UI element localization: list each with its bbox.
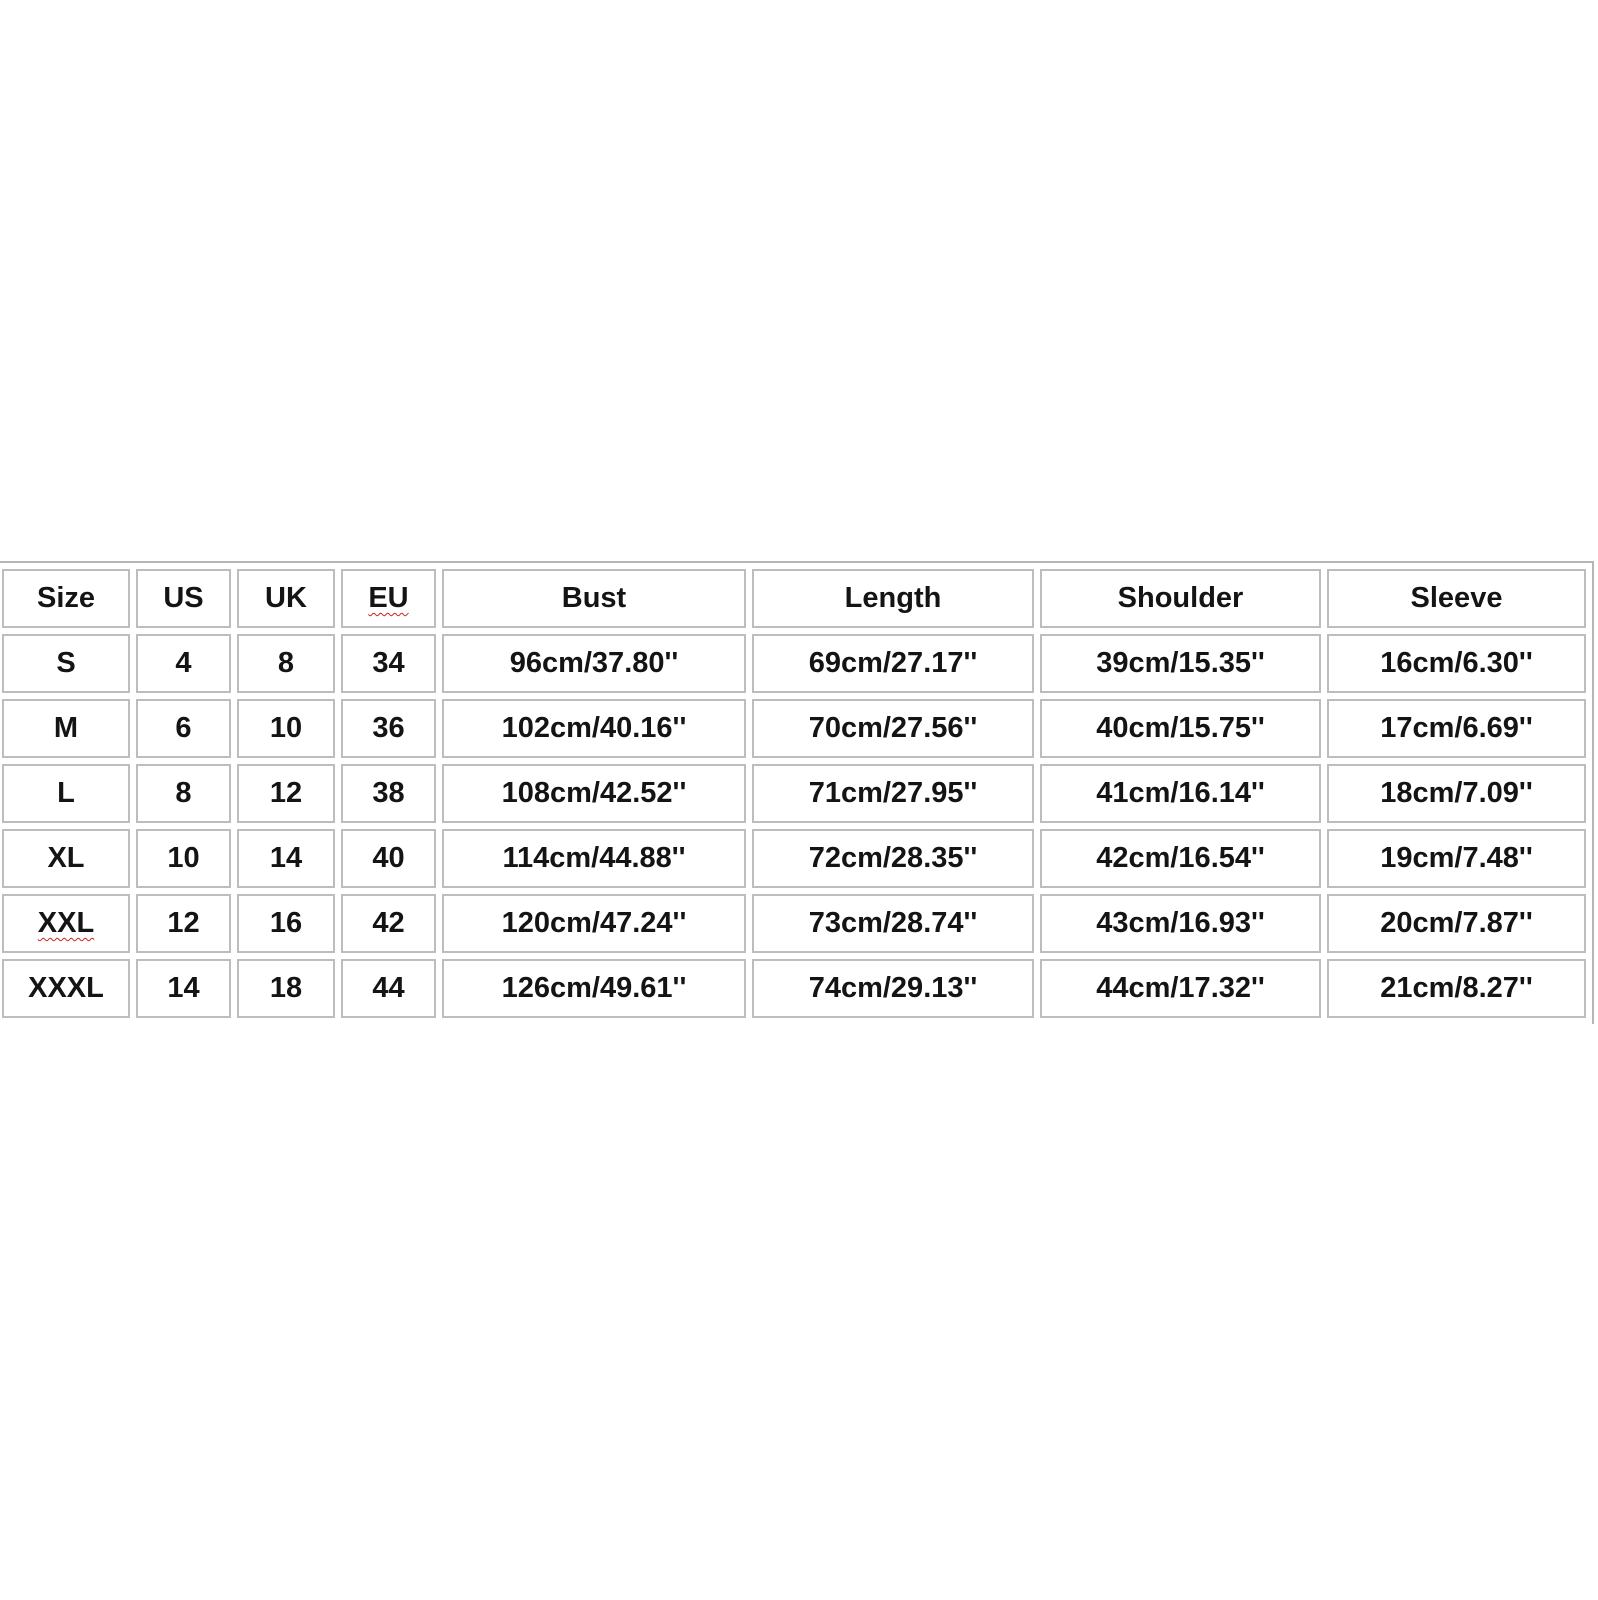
table-row (2, 634, 1586, 693)
table-row (2, 829, 1586, 888)
cell-length: 70cm/27.56'' (752, 699, 1034, 758)
cell-length: 73cm/28.74'' (752, 894, 1034, 953)
cell-sleeve: 21cm/8.27'' (1327, 959, 1586, 1018)
cell-shoulder: 44cm/17.32'' (1040, 959, 1321, 1018)
header-uk: UK (237, 569, 335, 628)
cell-uk: 14 (237, 829, 335, 888)
cell-eu: 34 (341, 634, 436, 693)
cell-size: S (2, 634, 130, 693)
cell-shoulder: 40cm/15.75'' (1040, 699, 1321, 758)
cell-us: 4 (136, 634, 231, 693)
cell-eu: 44 (341, 959, 436, 1018)
cell-sleeve: 17cm/6.69'' (1327, 699, 1586, 758)
cell-sleeve: 19cm/7.48'' (1327, 829, 1586, 888)
header-sleeve: Sleeve (1327, 569, 1586, 628)
cell-uk: 16 (237, 894, 335, 953)
cell-eu: 40 (341, 829, 436, 888)
cell-size (2, 894, 130, 953)
header-bust: Bust (442, 569, 746, 628)
cell-us: 12 (136, 894, 231, 953)
cell-length: 72cm/28.35'' (752, 829, 1034, 888)
cell-sleeve: 16cm/6.30'' (1327, 634, 1586, 693)
table-row (2, 894, 1586, 953)
cell-sleeve: 18cm/7.09'' (1327, 764, 1586, 823)
header-row (2, 569, 1586, 628)
cell-length: 74cm/29.13'' (752, 959, 1034, 1018)
cell-eu: 36 (341, 699, 436, 758)
cell-size: XXXL (2, 959, 130, 1018)
cell-sleeve: 20cm/7.87'' (1327, 894, 1586, 953)
table-row (2, 959, 1586, 1018)
cell-shoulder: 39cm/15.35'' (1040, 634, 1321, 693)
header-size: Size (2, 569, 130, 628)
table-row (2, 699, 1586, 758)
header-eu-text: EU (368, 582, 409, 614)
cell-bust: 96cm/37.80'' (442, 634, 746, 693)
size-chart-table (0, 561, 1594, 1024)
cell-size: M (2, 699, 130, 758)
cell-size: XL (2, 829, 130, 888)
header-length: Length (752, 569, 1034, 628)
cell-size-text: XXL (37, 907, 95, 939)
cell-uk: 18 (237, 959, 335, 1018)
cell-us: 6 (136, 699, 231, 758)
cell-shoulder: 42cm/16.54'' (1040, 829, 1321, 888)
header-shoulder: Shoulder (1040, 569, 1321, 628)
cell-us: 8 (136, 764, 231, 823)
cell-bust: 102cm/40.16'' (442, 699, 746, 758)
cell-uk: 8 (237, 634, 335, 693)
cell-us: 14 (136, 959, 231, 1018)
cell-bust: 126cm/49.61'' (442, 959, 746, 1018)
cell-bust: 114cm/44.88'' (442, 829, 746, 888)
cell-uk: 10 (237, 699, 335, 758)
table-row (2, 764, 1586, 823)
cell-eu: 42 (341, 894, 436, 953)
cell-length: 71cm/27.95'' (752, 764, 1034, 823)
cell-eu: 38 (341, 764, 436, 823)
cell-length: 69cm/27.17'' (752, 634, 1034, 693)
cell-us: 10 (136, 829, 231, 888)
header-eu (341, 569, 436, 628)
cell-shoulder: 43cm/16.93'' (1040, 894, 1321, 953)
cell-size: L (2, 764, 130, 823)
cell-shoulder: 41cm/16.14'' (1040, 764, 1321, 823)
header-us: US (136, 569, 231, 628)
cell-uk: 12 (237, 764, 335, 823)
cell-bust: 108cm/42.52'' (442, 764, 746, 823)
cell-bust: 120cm/47.24'' (442, 894, 746, 953)
